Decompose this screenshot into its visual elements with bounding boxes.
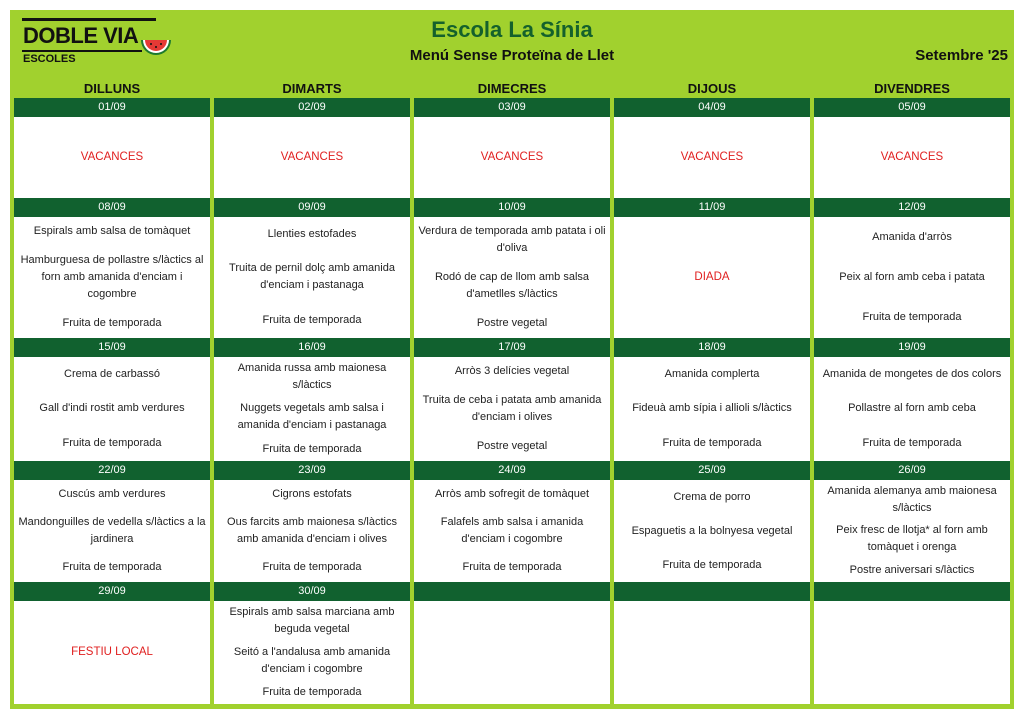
menu-item: Postre vegetal xyxy=(476,317,548,329)
date-bar: 26/09 xyxy=(814,461,1010,480)
date-bar: 16/09 xyxy=(214,338,410,357)
menu-item: Falafels amb salsa i amanida d'enciam i cogombre xyxy=(440,515,584,545)
menu-item: Fruita de temporada xyxy=(262,442,362,455)
menu-cell xyxy=(414,217,610,338)
menu-item: Truita de ceba i patata amb amanida d'enciam i olives xyxy=(422,394,602,423)
date-bar: 04/09 xyxy=(614,98,810,117)
menu-cell xyxy=(614,357,810,461)
day-header-divendres: DIVENDRES xyxy=(874,81,950,96)
holiday-cell xyxy=(414,117,610,198)
menu-calendar xyxy=(14,80,1010,704)
menu-item: Crema de porro xyxy=(673,490,751,503)
date-bar: 30/09 xyxy=(214,582,410,601)
menu-item: Fruita de temporada xyxy=(662,558,762,571)
menu-item: Amanida d'arròs xyxy=(872,230,952,243)
holiday-label: VACANCES xyxy=(280,151,344,163)
menu-item: Nuggets vegetals amb salsa i amanida d'enciam i pastanaga xyxy=(237,402,387,432)
menu-item: Cigrons estofats xyxy=(272,487,352,500)
menu-item: Fruita de temporada xyxy=(262,314,362,327)
menu-cell xyxy=(814,217,1010,338)
menu-item: Gall d'indi rostit amb verdures xyxy=(39,402,185,415)
menu-item: Truita de pernil dolç amb amanida d'enciam i pastanaga xyxy=(229,262,395,292)
menu-item: Fruita de temporada xyxy=(862,437,962,450)
menu-item: Arròs amb sofregit de tomàquet xyxy=(434,487,590,500)
holiday-label: VACANCES xyxy=(880,151,944,163)
menu-item: Rodó de cap de llom amb salsa d'ametlles s/làctics xyxy=(434,271,590,300)
brand-name: DOBLE VIA xyxy=(23,23,139,48)
holiday-cell xyxy=(14,601,210,704)
day-header-dimecres: DIMECRES xyxy=(477,81,547,96)
day-header-dimarts: DIMARTS xyxy=(282,81,342,96)
holiday-cell xyxy=(14,117,210,198)
menu-item: Fruita de temporada xyxy=(262,686,362,698)
menu-sheet xyxy=(10,10,1014,709)
menu-item: Fruita de temporada xyxy=(62,561,162,574)
holiday-cell xyxy=(814,117,1010,198)
school-title: Escola La Sínia xyxy=(431,17,593,42)
empty-cell xyxy=(814,601,1010,704)
menu-item: Peix fresc de llotja* al forn amb tomàquet i orenga xyxy=(836,524,988,554)
date-bar: 02/09 xyxy=(214,98,410,117)
menu-item: Fruita de temporada xyxy=(62,437,162,450)
menu-title: Menú Sense Proteïna de Llet xyxy=(409,47,615,64)
menu-cell xyxy=(814,357,1010,461)
menu-item: Amanida alemanya amb maionesa s/làctics xyxy=(827,484,997,514)
menu-cell xyxy=(14,217,210,338)
menu-item: Pollastre al forn amb ceba xyxy=(848,402,976,415)
menu-cell xyxy=(414,480,610,582)
date-bar: 17/09 xyxy=(414,338,610,357)
date-bar: 12/09 xyxy=(814,198,1010,217)
date-bar: 15/09 xyxy=(14,338,210,357)
holiday-label: VACANCES xyxy=(80,151,144,163)
date-bar: 09/09 xyxy=(214,198,410,217)
menu-item: Fruita de temporada xyxy=(262,561,362,574)
date-bar xyxy=(414,582,610,601)
menu-item: Fruita de temporada xyxy=(462,561,562,574)
date-bar: 29/09 xyxy=(14,582,210,601)
menu-cell xyxy=(214,357,410,461)
date-bar xyxy=(614,582,810,601)
menu-item: Espirals amb salsa marciana amb beguda vegetal xyxy=(229,606,395,635)
menu-item: Fruita de temporada xyxy=(862,311,962,324)
menu-item: Fruita de temporada xyxy=(62,317,162,329)
menu-item: Amanida complerta xyxy=(664,367,760,380)
date-bar: 01/09 xyxy=(14,98,210,117)
empty-cell xyxy=(414,601,610,704)
menu-cell xyxy=(414,357,610,461)
menu-cell xyxy=(14,480,210,582)
brand-subtitle: ESCOLES xyxy=(23,53,76,65)
date-bar: 25/09 xyxy=(614,461,810,480)
menu-cell xyxy=(214,217,410,338)
holiday-label: FESTIU LOCAL xyxy=(71,646,153,658)
date-bar: 23/09 xyxy=(214,461,410,480)
menu-item: Llenties estofades xyxy=(267,227,357,240)
menu-item: Espirals amb salsa de tomàquet xyxy=(33,225,191,237)
date-bar: 05/09 xyxy=(814,98,1010,117)
menu-item: Amanida de mongetes de dos colors xyxy=(822,367,1002,380)
date-bar xyxy=(814,582,1010,601)
header xyxy=(10,10,1014,80)
menu-item: Crema de carbassó xyxy=(64,367,160,380)
menu-item: Fruita de temporada xyxy=(662,437,762,450)
menu-item: Postre aniversari s/làctics xyxy=(849,564,975,577)
holiday-cell xyxy=(614,217,810,338)
day-header-dijous: DIJOUS xyxy=(687,81,737,96)
date-bar: 19/09 xyxy=(814,338,1010,357)
menu-item: Mandonguilles de vedella s/làctics a la jardinera xyxy=(18,515,206,545)
month-label: Setembre '25 xyxy=(915,47,1008,64)
holiday-label: DIADA xyxy=(694,271,730,283)
menu-item: Hamburguesa de pollastre s/làctics al forn amb amanida d'enciam i cogombre xyxy=(20,254,204,300)
menu-item: Peix al forn amb ceba i patata xyxy=(839,270,985,283)
holiday-cell xyxy=(214,117,410,198)
holiday-label: VACANCES xyxy=(480,151,544,163)
date-bar: 24/09 xyxy=(414,461,610,480)
menu-cell xyxy=(14,357,210,461)
menu-cell xyxy=(814,480,1010,582)
menu-cell xyxy=(214,601,410,704)
holiday-label: VACANCES xyxy=(680,151,744,163)
menu-item: Amanida russa amb maionesa s/làctics xyxy=(237,362,387,392)
menu-cell xyxy=(214,480,410,582)
menu-item: Verdura de temporada amb patata i oli d'oliva xyxy=(418,225,606,254)
empty-cell xyxy=(614,601,810,704)
menu-item: Espaguetis a la bolnyesa vegetal xyxy=(631,524,793,537)
menu-item: Seitó a l'andalusa amb amanida d'enciam i cogombre xyxy=(233,646,391,675)
date-bar: 08/09 xyxy=(14,198,210,217)
menu-item: Ous farcits amb maionesa s/làctics amb amanida d'enciam i olives xyxy=(227,515,397,545)
date-bar: 11/09 xyxy=(614,198,810,217)
menu-item: Arròs 3 delícies vegetal xyxy=(454,365,570,377)
menu-item: Fideuà amb sípia i allioli s/làctics xyxy=(632,402,792,415)
holiday-cell xyxy=(614,117,810,198)
menu-cell xyxy=(614,480,810,582)
date-bar: 22/09 xyxy=(14,461,210,480)
date-bar: 18/09 xyxy=(614,338,810,357)
date-bar: 10/09 xyxy=(414,198,610,217)
day-header-dilluns: DILLUNS xyxy=(83,81,141,96)
date-bar: 03/09 xyxy=(414,98,610,117)
menu-item: Cuscús amb verdures xyxy=(58,487,166,500)
menu-item: Postre vegetal xyxy=(476,440,548,452)
